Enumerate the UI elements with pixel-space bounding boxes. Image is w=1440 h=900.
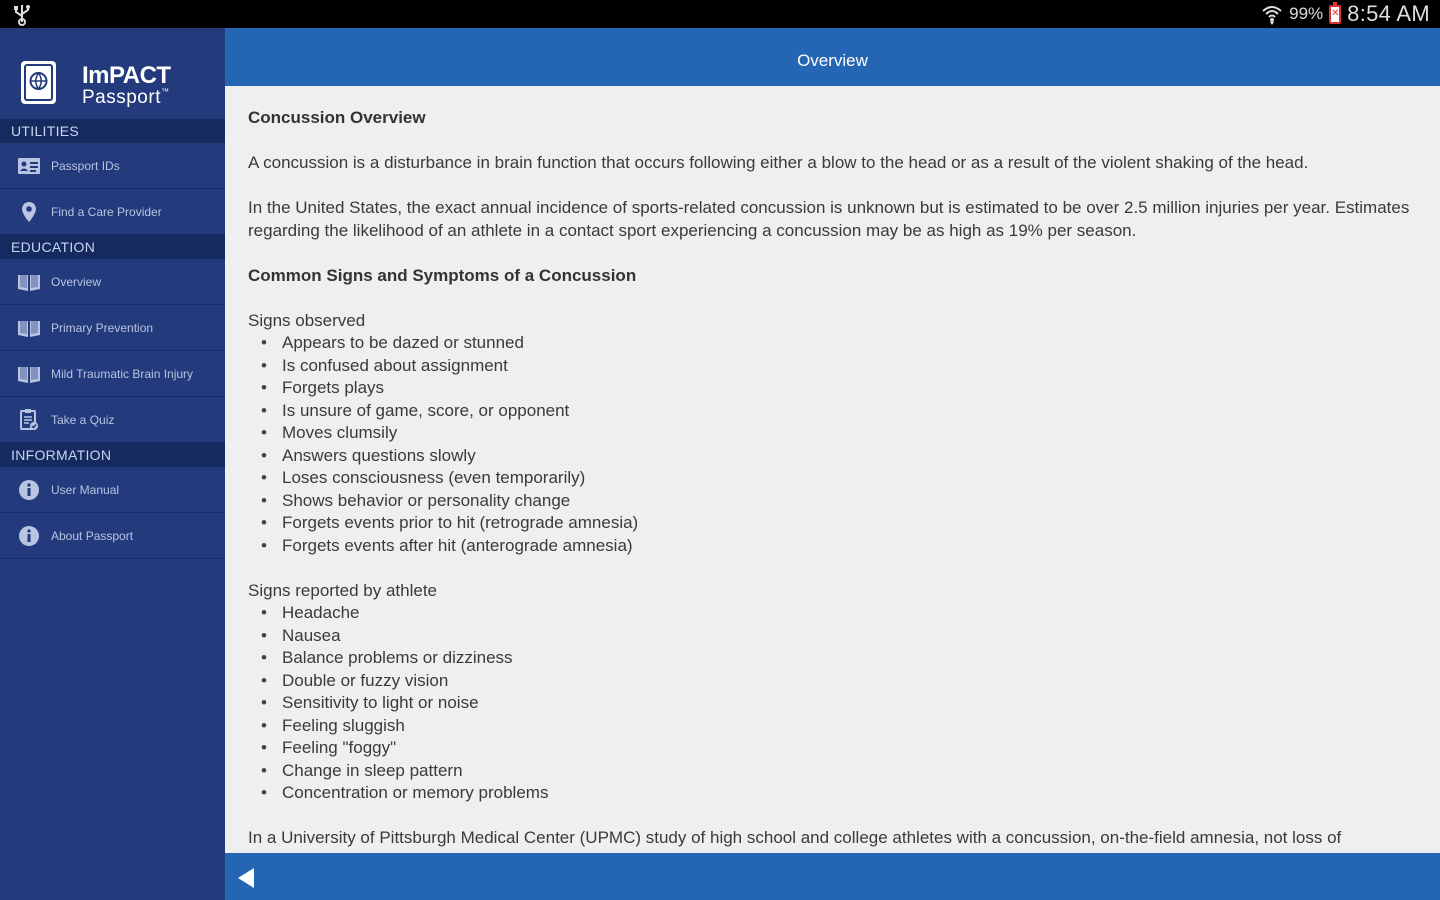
quiz-clipboard-icon bbox=[15, 408, 43, 432]
list-item: • Moves clumsily bbox=[248, 422, 1417, 445]
sidebar-item-label: Take a Quiz bbox=[51, 412, 115, 427]
sidebar-item-label: Passport IDs bbox=[51, 158, 120, 173]
list-item: • Loses consciousness (even temporarily) bbox=[248, 467, 1417, 490]
sidebar-item-label: Primary Prevention bbox=[51, 320, 154, 335]
paragraph: A concussion is a disturbance in brain function that occurs following either a blow to the head or as a result of the violent shaking of the head. bbox=[248, 153, 1309, 172]
list-item: • Headache bbox=[248, 602, 1417, 625]
list-item: • Appears to be dazed or stunned bbox=[248, 332, 1417, 355]
section-information: INFORMATION bbox=[0, 443, 225, 467]
list-item: • Sensitivity to light or noise bbox=[248, 692, 1417, 715]
article-content[interactable] bbox=[225, 86, 1440, 853]
list-item: • Shows behavior or personality change bbox=[248, 490, 1417, 513]
list-item: • Feeling "foggy" bbox=[248, 737, 1417, 760]
sidebar-item-primary-prevention[interactable] bbox=[0, 305, 225, 351]
passport-logo-icon bbox=[21, 61, 56, 104]
signs-reported-list bbox=[248, 602, 1417, 805]
sidebar bbox=[0, 28, 225, 900]
list-item: • Forgets events after hit (anterograde amnesia) bbox=[248, 535, 1417, 558]
paragraph: In a University of Pittsburgh Medical Center (UPMC) study of high school and college athletes with a concussion, on-the-field amnesia, not loss of bbox=[248, 828, 1342, 847]
heading-concussion-overview: Concussion Overview bbox=[248, 108, 426, 127]
battery-icon bbox=[1329, 5, 1341, 24]
book-icon bbox=[15, 316, 43, 340]
list-item: • Forgets plays bbox=[248, 377, 1417, 400]
logo-title: ImPACT bbox=[82, 62, 171, 89]
heading-signs-symptoms: Common Signs and Symptoms of a Concussion bbox=[248, 265, 637, 285]
list-item: • Double or fuzzy vision bbox=[248, 670, 1417, 693]
battery-percent: 99% bbox=[1289, 4, 1324, 23]
logo-subtitle: Passport™ bbox=[82, 87, 170, 108]
id-card-icon bbox=[15, 154, 43, 178]
list-item: • Change in sleep pattern bbox=[248, 760, 1417, 783]
sidebar-item-label: About Passport bbox=[51, 528, 134, 543]
sidebar-item-user-manual[interactable] bbox=[0, 467, 225, 513]
back-arrow-icon[interactable] bbox=[236, 867, 256, 889]
usb-icon bbox=[12, 4, 32, 24]
list-title: Signs observed bbox=[248, 310, 366, 330]
list-title: Signs reported by athlete bbox=[248, 580, 438, 600]
page-title: Overview bbox=[225, 28, 1440, 86]
section-education: EDUCATION bbox=[0, 235, 225, 259]
signs-observed-list bbox=[248, 332, 1417, 557]
info-icon bbox=[15, 524, 43, 548]
list-item: • Concentration or memory problems bbox=[248, 782, 1417, 805]
list-item: • Balance problems or dizziness bbox=[248, 647, 1417, 670]
book-icon bbox=[15, 362, 43, 386]
logo-trademark: ™ bbox=[160, 87, 170, 96]
clock: 8:54 AM bbox=[1347, 1, 1430, 26]
list-item: • Answers questions slowly bbox=[248, 445, 1417, 468]
list-item: • Is confused about assignment bbox=[248, 355, 1417, 378]
info-icon bbox=[15, 478, 43, 502]
main-panel bbox=[225, 28, 1440, 900]
list-item: • Forgets events prior to hit (retrograde amnesia) bbox=[248, 512, 1417, 535]
paragraph: In the United States, the exact annual incidence of sports-related concussion is unknown but is estimated to be over 2.5 million injuries per year. Estimates regarding the likelihood of an athlete in a contact sport experiencing a concussion may be as high as 19% per season. bbox=[248, 198, 1410, 240]
sidebar-item-overview[interactable] bbox=[0, 259, 225, 305]
sidebar-item-label: Find a Care Provider bbox=[51, 204, 162, 219]
sidebar-item-label: User Manual bbox=[51, 482, 120, 497]
list-item: • Feeling sluggish bbox=[248, 715, 1417, 738]
sidebar-item-passport-ids[interactable] bbox=[0, 143, 225, 189]
sidebar-item-label: Mild Traumatic Brain Injury bbox=[51, 366, 194, 381]
location-pin-icon bbox=[15, 200, 43, 224]
sidebar-item-take-quiz[interactable] bbox=[0, 397, 225, 443]
section-utilities: UTILITIES bbox=[0, 119, 225, 143]
book-icon bbox=[15, 270, 43, 294]
sidebar-item-about-passport[interactable] bbox=[0, 513, 225, 559]
list-item: • Nausea bbox=[248, 625, 1417, 648]
sidebar-item-label: Overview bbox=[51, 274, 102, 289]
app-logo bbox=[0, 28, 225, 119]
sidebar-item-mild-tbi[interactable] bbox=[0, 351, 225, 397]
wifi-icon bbox=[1261, 3, 1283, 25]
list-item: • Is unsure of game, score, or opponent bbox=[248, 400, 1417, 423]
status-bar bbox=[0, 0, 1440, 28]
bottom-nav-bar bbox=[225, 853, 1440, 900]
sidebar-item-find-care-provider[interactable] bbox=[0, 189, 225, 235]
